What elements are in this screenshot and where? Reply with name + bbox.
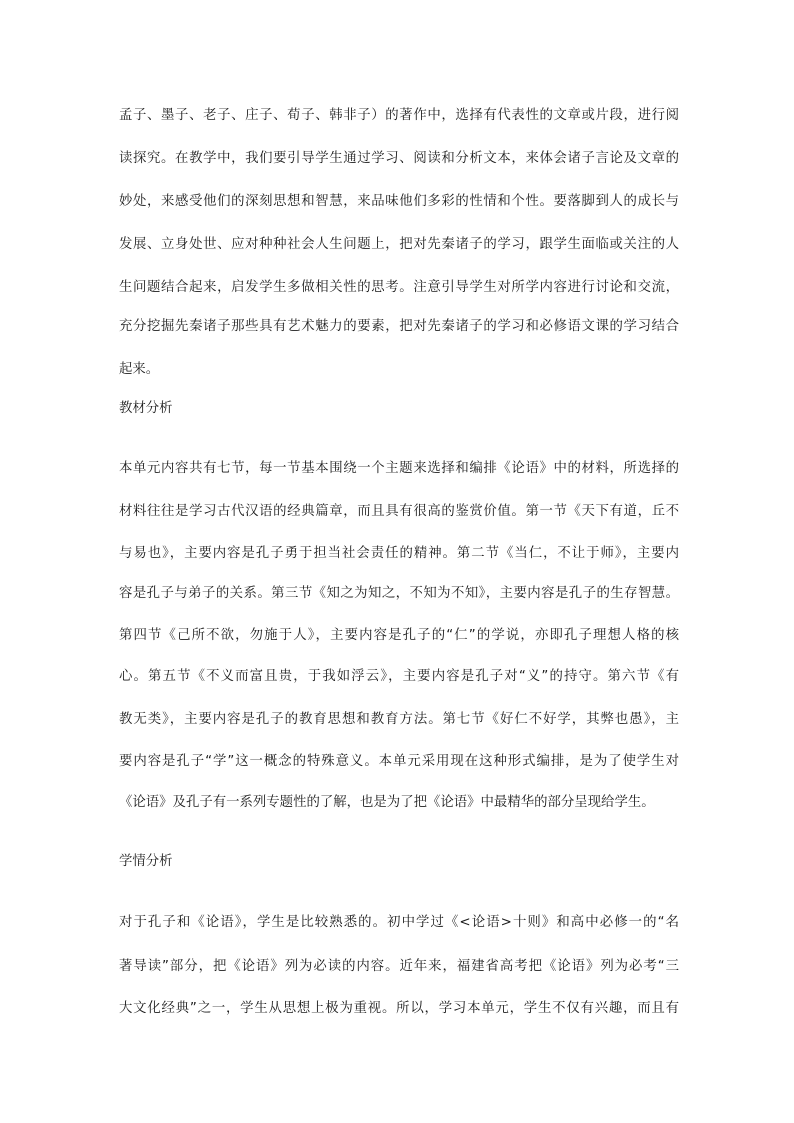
paragraph-line: 对于孔子和《论语》，学生是比较熟悉的。初中学过《<论语>十则》和高中必修一的“名	[119, 915, 679, 930]
paragraph-line: 生问题结合起来，启发学生多做相关性的思考。注意引导学生对所学内容进行讨论和交流，	[119, 280, 679, 295]
paragraph-line: 第四节《己所不欲，勿施于人》，主要内容是孔子的“仁”的学说，亦即孔子理想人格的核	[119, 628, 679, 643]
paragraph-line: 本单元内容共有七节，每一节基本围绕一个主题来选择和编排《论语》中的材料，所选择的	[119, 461, 679, 476]
paragraph-line: 妙处，来感受他们的深刻思想和智慧，来品味他们多彩的性情和个性。要落脚到人的成长与	[119, 194, 679, 209]
paragraph-line: 起来。	[119, 362, 160, 377]
paragraph-line: 教无类》，主要内容是孔子的教育思想和教育方法。第七节《好仁不好学，其弊也愚》，主	[119, 712, 679, 727]
paragraph-line: 大文化经典”之一，学生从思想上极为重视。所以，学习本单元，学生不仅有兴趣，而且有	[119, 1001, 679, 1016]
paragraph-line: 材料往往是学习古代汉语的经典篇章，而且具有很高的鉴赏价值。第一节《天下有道，丘不	[119, 504, 679, 519]
paragraph-line: 充分挖掘先秦诸子那些具有艺术魅力的要素，把对先秦诸子的学习和必修语文课的学习结合	[119, 319, 679, 334]
paragraph-line: 读探究。在教学中，我们要引导学生通过学习、阅读和分析文本，来体会诸子言论及文章的	[119, 151, 679, 166]
paragraph-line: 著导读”部分，把《论语》列为必读的内容。近年来，福建省高考把《论语》列为必考“三	[119, 959, 679, 974]
paragraph-line: 要内容是孔子“学”这一概念的特殊意义。本单元采用现在这种形式编排，是为了使学生对	[119, 754, 679, 769]
section-heading-textbook-analysis: 教材分析	[119, 401, 173, 416]
paragraph-line: 与易也》，主要内容是孔子勇于担当社会责任的精神。第二节《当仁，不让于师》，主要内	[119, 546, 679, 561]
paragraph-line: 心。第五节《不义而富且贵，于我如浮云》，主要内容是孔子对“义”的持守。第六节《有	[119, 669, 679, 684]
section-heading-learner-analysis: 学情分析	[119, 854, 173, 869]
paragraph-line: 容是孔子与弟子的关系。第三节《知之为知之，不知为不知》，主要内容是孔子的生存智慧。	[119, 586, 679, 601]
paragraph-line: 《论语》及孔子有一系列专题性的了解，也是为了把《论语》中最精华的部分呈现给学生。	[119, 795, 655, 810]
paragraph-line: 孟子、墨子、老子、庄子、荀子、韩非子）的著作中，选择有代表性的文章或片段，进行阅	[119, 108, 679, 123]
paragraph-line: 发展、立身处世、应对种种社会人生问题上，把对先秦诸子的学习，跟学生面临或关注的人	[119, 237, 679, 252]
